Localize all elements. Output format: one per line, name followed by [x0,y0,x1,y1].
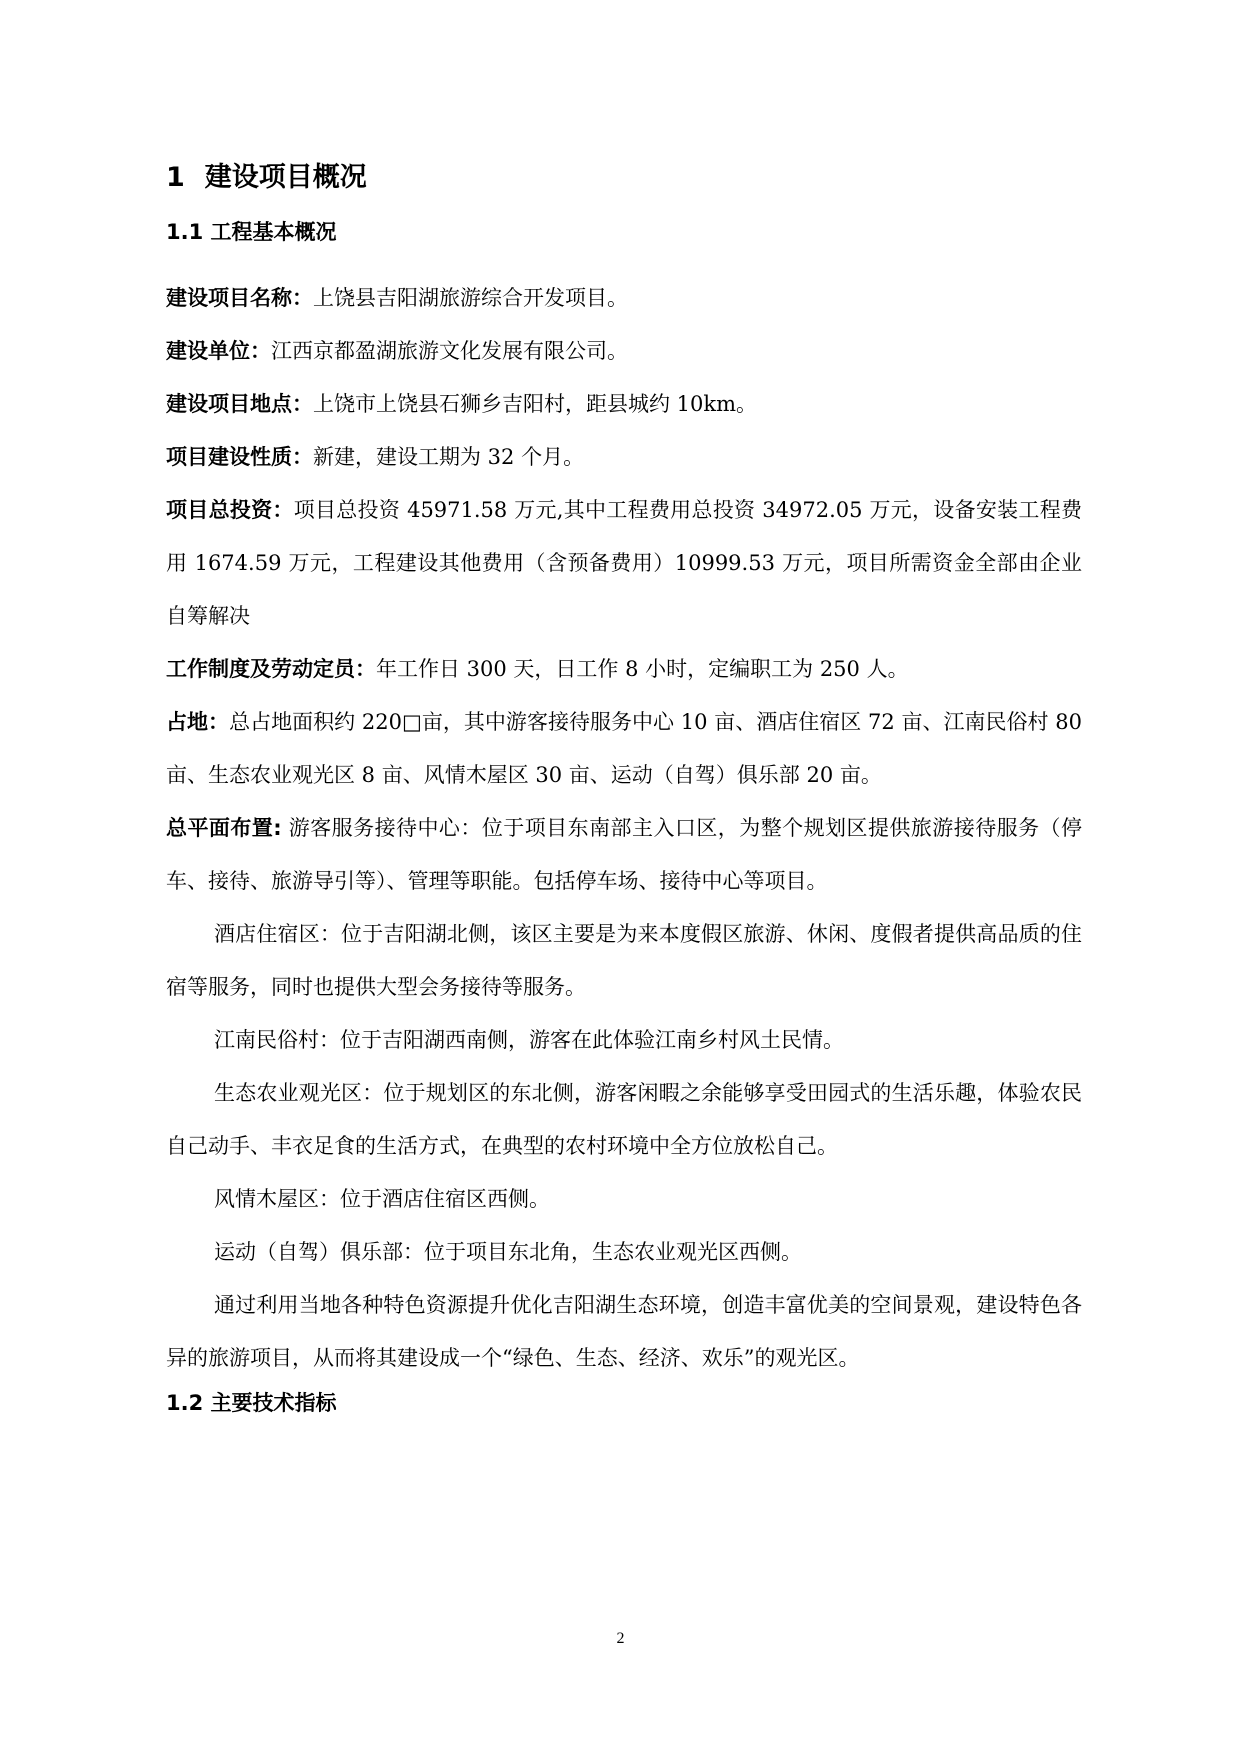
field-general-layout [166,802,1082,908]
field-label: 建设单位： [166,339,271,363]
field-label: 工作制度及劳动定员： [166,657,376,681]
field-value: 上饶县吉阳湖旅游综合开发项目。 [313,286,628,310]
chapter-heading [166,160,1082,196]
field-project-nature [166,431,1082,484]
field-label: 占地： [166,710,230,734]
section-heading-1-2: 1.2 主要技术指标 [166,1391,337,1415]
field-staffing [166,643,1082,696]
field-total-investment [166,484,1082,643]
field-label: 总平面布置: [166,816,282,840]
paragraph-sports-club: 运动（自驾）俱乐部：位于项目东北角，生态农业观光区西侧。 [214,1240,802,1264]
field-label: 项目建设性质： [166,445,313,469]
page-content [166,160,1082,1443]
section-heading-1-1: 1.1 工程基本概况 [166,220,337,244]
field-value: 上饶市上饶县石狮乡吉阳村，距县城约 10km。 [313,392,758,416]
paragraph-eco-agriculture: 生态农业观光区：位于规划区的东北侧，游客闲暇之余能够享受田园式的生活乐趣，体验农民自己动手、丰衣足食的生活方式，在典型的农村环境中全方位放松自己。 [166,1081,1082,1158]
field-value: 江西京都盈湖旅游文化发展有限公司。 [271,339,628,363]
page-number: 2 [616,1630,625,1647]
paragraph-folk-village: 江南民俗村：位于吉阳湖西南侧，游客在此体验江南乡村风土民情。 [214,1028,844,1052]
field-label: 建设项目名称： [166,286,313,310]
field-land-area [166,696,1082,802]
paragraph-wood-cabins: 风情木屋区：位于酒店住宿区西侧。 [214,1187,550,1211]
field-construction-unit [166,325,1082,378]
paragraph-summary: 通过利用当地各种特色资源提升优化吉阳湖生态环境，创造丰富优美的空间景观，建设特色各异的旅游项目，从而将其建设成一个“绿色、生态、经济、欢乐”的观光区。 [166,1293,1082,1370]
field-value: 新建，建设工期为 32 个月。 [313,445,585,469]
field-project-name [166,272,1082,325]
field-value: 游客服务接待中心：位于项目东南部主入口区，为整个规划区提供旅游接待服务（停车、接待、旅游导引等）、管理等职能。包括停车场、接待中心等项目。 [166,816,1082,893]
chapter-number: 1 [166,162,185,193]
field-label: 建设项目地点： [166,392,313,416]
field-label: 项目总投资： [166,498,294,522]
chapter-title: 建设项目概况 [204,162,367,193]
field-project-location [166,378,1082,431]
paragraph-hotel-zone: 酒店住宿区：位于吉阳湖北侧，该区主要是为来本度假区旅游、休闲、度假者提供高品质的住宿等服务，同时也提供大型会务接待等服务。 [166,922,1082,999]
field-value: 项目总投资 45971.58 万元,其中工程费用总投资 34972.05 万元，设备安装工程费用 1674.59 万元，工程建设其他费用（含预备费用）10999.53 万元，项目所需资金全部由企业自筹解决 [166,498,1082,628]
field-value: 年工作日 300 天，日工作 8 小时，定编职工为 250 人。 [376,657,909,681]
field-value: 总占地面积约 220□亩，其中游客接待服务中心 10 亩、酒店住宿区 72 亩、江南民俗村 80 亩、生态农业观光区 8 亩、风情木屋区 30 亩、运动（自驾）俱乐部 20 亩。 [166,710,1082,787]
